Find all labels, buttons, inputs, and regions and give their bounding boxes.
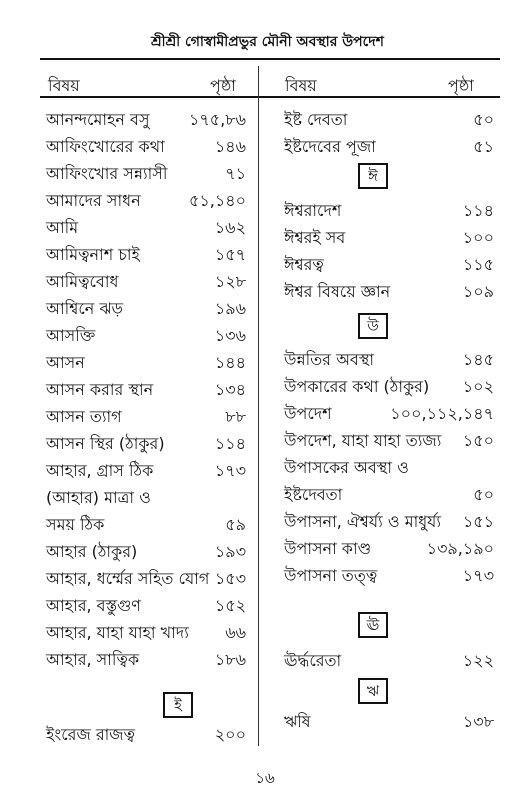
entry-text: আশ্বিনে ঝড় (46, 299, 123, 318)
index-entry (46, 130, 246, 157)
index-entry (46, 535, 246, 562)
entry-text: আহার, সাত্বিক (46, 650, 140, 669)
entry-text: আসন ত্যাগ (46, 407, 122, 426)
right-page-header: পৃষ্ঠা (448, 76, 474, 95)
entry-page: ৭১ (225, 164, 246, 183)
entry-text: ঈশ্বর বিষয়ে জ্ঞান (284, 282, 391, 301)
index-entry (46, 103, 246, 130)
index-entry (46, 616, 246, 643)
entry-page: ৫১,১৪০ (188, 191, 246, 210)
index-entry (284, 248, 494, 275)
entry-text: আমাদের সাধন (46, 191, 141, 210)
entry-text: আহার (ঠাকুর) (46, 542, 138, 561)
index-entry (46, 508, 246, 535)
right-column-5 (284, 705, 494, 732)
entry-text: আফিংখোরের কথা (46, 137, 165, 156)
page-number: ১৬ (255, 769, 275, 787)
entry-page: ১৬২ (214, 218, 246, 237)
entry-text: উপকারের কথা (ঠাকুর) (284, 377, 430, 396)
entry-text: আমিত্বনাশ চাই (46, 245, 140, 264)
entry-text: উপাসনা কাণ্ড (284, 539, 372, 558)
entry-text: আহার, ধর্ম্মের সহিত যোগ (46, 569, 210, 588)
entry-page: ১৩৪ (214, 380, 246, 399)
entry-page: ১২৮ (214, 272, 246, 291)
letter-heading-uu: ঊ (358, 612, 388, 638)
entry-page: ১২২ (462, 651, 494, 670)
entry-text: ঈশ্বরাদেশ (284, 201, 342, 220)
entry-page: ১৭৩ (462, 566, 494, 585)
entry-text: উপদেশ, যাহা যাহা ত্যজ্য (284, 431, 442, 450)
entry-page: ২০০ (214, 725, 246, 744)
index-entry (284, 194, 494, 221)
index-entry (284, 424, 494, 451)
index-entry (284, 505, 494, 532)
entry-text: ইষ্ট দেবতা (284, 110, 348, 129)
index-entry (284, 275, 494, 302)
index-entry (46, 373, 246, 400)
entry-text: আহার, গ্রাস ঠিক (46, 461, 154, 480)
running-head: শ্রীশ্রী গোস্বামীপ্রভুর মৌনী অবস্থার উপদেশ (151, 34, 384, 50)
index-entry (46, 157, 246, 184)
entry-page: ১৮৬ (214, 650, 246, 669)
entry-text: ঈশ্বরত্ব (284, 255, 324, 274)
right-column (284, 103, 494, 157)
index-entry (46, 184, 246, 211)
index-entry (46, 481, 246, 508)
header-rule-top (40, 58, 500, 60)
right-column-2 (284, 194, 494, 302)
index-entry (284, 343, 494, 370)
index-entry (284, 451, 494, 478)
right-column-4 (284, 644, 494, 671)
entry-page: ১১৫ (462, 255, 494, 274)
entry-text: উপাসকের অবস্থা ও (284, 458, 409, 477)
entry-page: ১৩৮ (462, 712, 494, 731)
entry-text: উপদেশ (284, 404, 332, 423)
entry-text: আসন স্থির (ঠাকুর) (46, 434, 165, 453)
index-entry (284, 532, 494, 559)
entry-page: ১৫২ (214, 596, 246, 615)
letter-heading-u: উ (358, 313, 388, 339)
entry-text: ঊর্দ্ধরেতা (284, 651, 342, 670)
entry-text: আসন (46, 353, 85, 372)
index-entry (284, 397, 494, 424)
entry-page: ১৪৫ (462, 350, 494, 369)
entry-text: আহার, বস্তুগুণ (46, 596, 141, 615)
entry-page: ১৪৪ (214, 353, 246, 372)
index-entry (284, 130, 494, 157)
entry-page: ১৯৬ (214, 299, 246, 318)
entry-text: সময় ঠিক (46, 515, 105, 534)
index-entry (46, 454, 246, 481)
entry-text: আসক্তি (46, 326, 96, 345)
index-entry (46, 400, 246, 427)
entry-page: ১১৪ (214, 434, 246, 453)
entry-text: আমিত্ববোধ (46, 272, 119, 291)
letter-heading-i: ই (163, 692, 193, 718)
right-subject-header: বিষয় (285, 76, 317, 95)
index-entry (46, 589, 246, 616)
index-entry (284, 478, 494, 505)
index-entry (46, 238, 246, 265)
entry-page: ১০২ (462, 377, 494, 396)
index-entry (46, 643, 246, 670)
left-column (46, 103, 246, 670)
index-entry (46, 319, 246, 346)
entry-page: ১৫৩ (214, 569, 246, 588)
index-entry (46, 292, 246, 319)
entry-page: ৫১ (473, 137, 494, 156)
index-entry (46, 718, 246, 745)
entry-text: আনন্দমোহন বসু (46, 110, 150, 129)
index-entry (284, 644, 494, 671)
entry-page: ৫০ (473, 485, 494, 504)
entry-text: ঋষি (284, 712, 311, 731)
letter-heading-ri: ঋ (358, 678, 388, 704)
entry-text: আহার, যাহা যাহা খাদ্য (46, 623, 189, 642)
index-entry (284, 705, 494, 732)
entry-text: উপাসনা, ঐশ্বর্য্য ও মাধুর্য্য (284, 512, 442, 531)
entry-text: আমি (46, 218, 79, 237)
header-rule-bottom (40, 96, 500, 98)
entry-page: ১৫৭ (214, 245, 246, 264)
entry-text: ইংরেজ রাজত্ব (46, 725, 135, 744)
column-divider (258, 66, 259, 746)
index-entry (46, 346, 246, 373)
entry-page: ১৭৫,৮৬ (188, 110, 246, 129)
entry-page: ১৯৩ (214, 542, 246, 561)
entry-page: ৫০ (473, 110, 494, 129)
entry-page: ১৪৬ (214, 137, 246, 156)
entry-page: ৬৬ (225, 623, 246, 642)
entry-page: ১৫০ (462, 431, 494, 450)
entry-text: উন্নতির অবস্থা (284, 350, 375, 369)
entry-page: ১০০ (462, 228, 494, 247)
index-entry (284, 221, 494, 248)
index-entry (284, 103, 494, 130)
entry-text: ইষ্টদেবতা (284, 485, 343, 504)
index-entry (284, 559, 494, 586)
entry-page: ১৫১ (462, 512, 494, 531)
entry-page: ১০০,১১২,১৪৭ (390, 404, 494, 423)
entry-page: ১৩৯,১৯০ (426, 539, 494, 558)
entry-page: ১১৪ (462, 201, 494, 220)
entry-text: ঈশ্বরই সব (284, 228, 346, 247)
entry-page: ১৭৩ (214, 461, 246, 480)
entry-text: উপাসনা তত্ত্ব (284, 566, 378, 585)
entry-page: ১৩৬ (214, 326, 246, 345)
index-entry (46, 562, 246, 589)
entry-page: ৫৯ (225, 515, 246, 534)
index-entry (284, 370, 494, 397)
entry-page: ৮৮ (225, 407, 246, 426)
letter-heading-ii: ঈ (358, 163, 388, 189)
entry-text: আসন করার স্থান (46, 380, 154, 399)
left-subject-header: বিষয় (48, 76, 80, 95)
index-entry (46, 211, 246, 238)
entry-text: আফিংখোর সন্ন্যাসী (46, 164, 168, 183)
index-entry (46, 265, 246, 292)
entry-text: (আহার) মাত্রা ও (46, 488, 151, 507)
right-column-3 (284, 343, 494, 586)
index-entry (46, 427, 246, 454)
entry-page: ১০৯ (462, 282, 494, 301)
entry-text: ইষ্টদেবের পূজা (284, 137, 376, 156)
left-page-header: পৃষ্ঠা (210, 76, 236, 95)
